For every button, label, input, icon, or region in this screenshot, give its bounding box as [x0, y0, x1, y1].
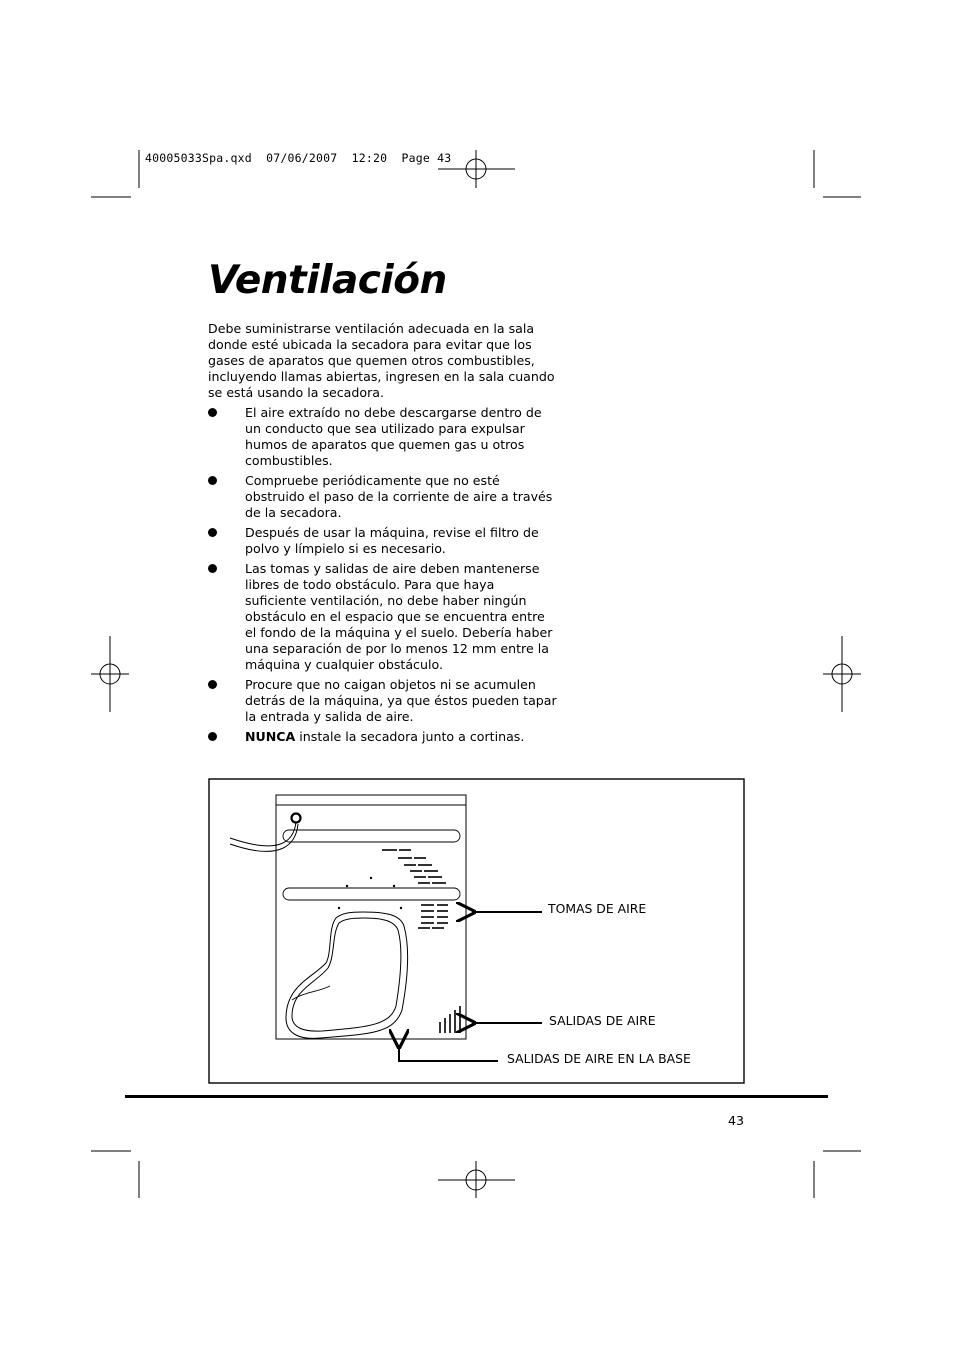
label-air-outlets: SALIDAS DE AIRE: [549, 1013, 656, 1028]
label-base-outlets: SALIDAS DE AIRE EN LA BASE: [507, 1051, 691, 1066]
bullet-list: [208, 405, 558, 745]
bullet-icon: [208, 680, 217, 689]
list-item: Las tomas y salidas de aire deben mantenerse libres de todo obstáculo. Para que haya suficiente ventilación, no debe haber ningún obstáculo en el espacio que se encuentra entre el fondo de la máquina y el suelo. Debería haber una separación de por lo menos 12 mm entre la máquina y cualquier obstáculo.: [208, 561, 558, 673]
bullet-icon: [208, 408, 217, 417]
print-slug: 40005033Spa.qxd 07/06/2007 12:20 Page 43: [145, 151, 452, 165]
air-outlet-vents: [440, 1006, 460, 1033]
page-title: Ventilación: [208, 258, 447, 303]
list-item: Después de usar la máquina, revise el filtro de polvo y límpielo si es necesario.: [208, 525, 558, 557]
bullet-icon: [208, 476, 217, 485]
warning-word: NUNCA: [245, 729, 296, 744]
air-intake-vents: [418, 905, 448, 928]
footer-rule: [125, 1095, 828, 1098]
bullet-icon: [208, 528, 217, 537]
list-item: Compruebe periódicamente que no esté obstruido el paso de la corriente de aire a través de la secadora.: [208, 473, 558, 521]
list-item: Procure que no caigan objetos ni se acumulen detrás de la máquina, ya que éstos pueden tapar la entrada y salida de aire.: [208, 677, 558, 725]
registration-target-bottom: [438, 1161, 515, 1198]
bullet-icon: [208, 732, 217, 741]
dryer-diagram: [208, 778, 745, 1084]
page-number: 43: [728, 1113, 745, 1128]
list-item: El aire extraído no debe descargarse dentro de un conducto que sea utilizado para expulsar humos de aparatos que quemen gas u otros combustibles.: [208, 405, 558, 469]
registration-target-right: [823, 636, 861, 712]
base-outlet-arrow: [399, 1045, 498, 1061]
bullet-icon: [208, 564, 217, 573]
registration-target-left: [91, 636, 129, 712]
list-item: NUNCA instale la secadora junto a cortinas.: [208, 729, 558, 745]
intro-paragraph: Debe suministrarse ventilación adecuada en la sala donde esté ubicada la secadora para evitar que los gases de aparatos que quemen otros combustibles, incluyendo llamas abiertas, ingresen en la sala cuando se está usando la secadora.: [208, 321, 555, 400]
ventilation-figure: [208, 778, 745, 1084]
figure-frame: [209, 779, 744, 1083]
body-text: [208, 321, 558, 749]
label-air-intakes: TOMAS DE AIRE: [548, 901, 647, 916]
dryer-icon: [230, 795, 466, 1039]
